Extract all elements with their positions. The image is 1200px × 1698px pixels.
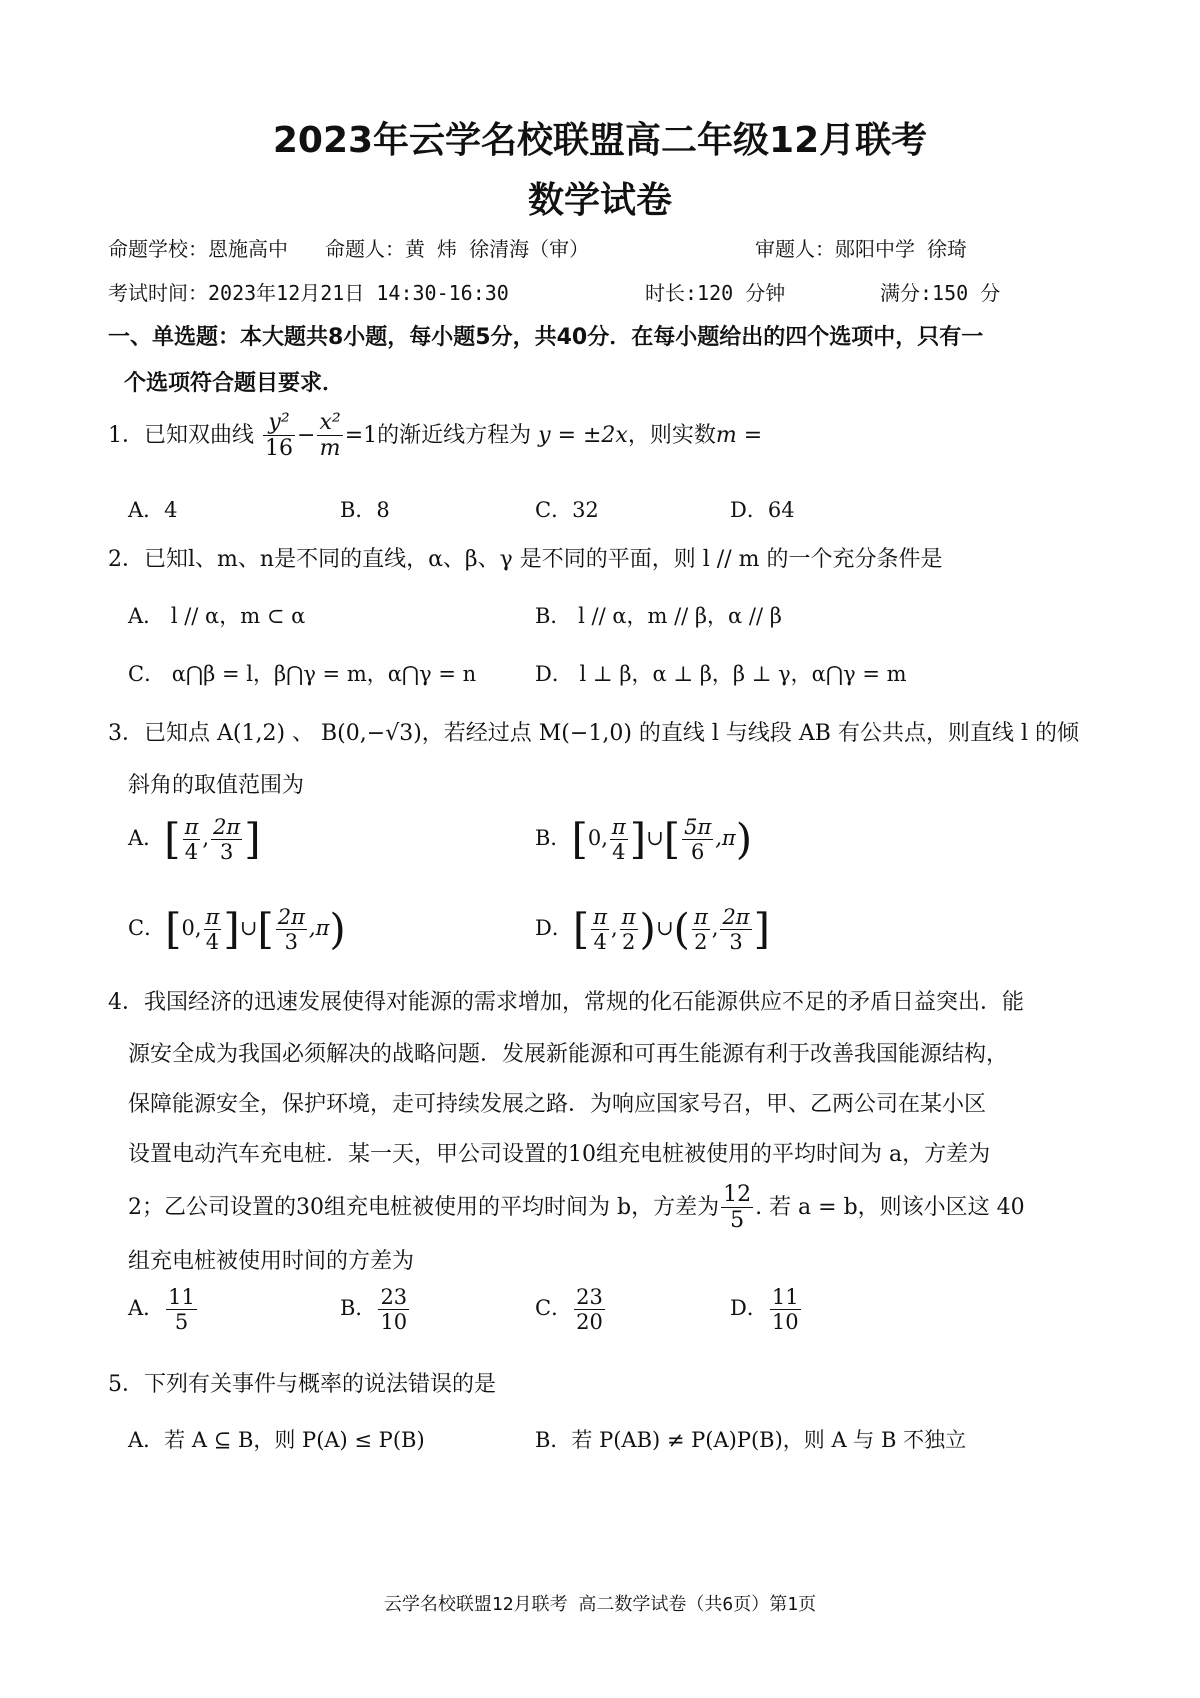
q1-frac-y-num: y² <box>263 410 295 436</box>
question-3: 3．已知点 A(1,2) 、 B(0,−√3)，若经过点 M(−1,0) 的直线 l 与线段 AB 有公共点，则直线 l 的倾 <box>108 721 1079 746</box>
q1-number: 1． <box>108 422 144 448</box>
q4-c-frac <box>574 1285 605 1334</box>
meta-score: 满分:150 分 <box>880 281 1001 305</box>
q3-c-lb2: [ <box>257 904 274 954</box>
q1-option-d: D．64 <box>730 498 795 522</box>
q3-a-label: A． <box>128 826 165 851</box>
q3-option-a <box>128 815 261 864</box>
q1-option-b: B．8 <box>340 498 390 522</box>
meta-reviewer: 审题人：郧阳中学 徐琦 <box>755 237 968 261</box>
q4-variance-frac <box>721 1182 753 1234</box>
q3-a-comma: , <box>202 826 210 851</box>
q3-d-f1 <box>591 905 609 954</box>
q4-variance-num: 12 <box>723 1182 752 1207</box>
q4-c-num: 23 <box>576 1285 603 1309</box>
exam-title: 2023年云学名校联盟高二年级12月联考 <box>272 120 928 161</box>
q3-c-rp: ) <box>329 904 346 954</box>
q1-post: ，则实数 <box>627 422 716 448</box>
q4-c-den: 20 <box>576 1310 603 1335</box>
q3-b-f1 <box>610 815 628 864</box>
q1-frac-x-den: m <box>319 436 341 462</box>
q3-c-label: C． <box>128 916 166 941</box>
q3-d-cup: ∪ <box>655 916 674 941</box>
q3-d-f2-num: π <box>621 905 636 929</box>
page-footer: 云学名校联盟12月联考 高二数学试卷（共6页）第1页 <box>383 1594 817 1615</box>
q3-d-f1-num: π <box>593 905 608 929</box>
q4-a-den: 5 <box>174 1310 189 1335</box>
q3-b-cup: ∪ <box>646 826 664 851</box>
q3-d-f1-den: 4 <box>593 930 607 955</box>
meta-authors: 命题人：黄 炜 徐清海（审） <box>325 237 590 261</box>
q3-d-f4-num: 2π <box>722 905 750 929</box>
q1-frac-x-num: x² <box>319 410 341 435</box>
q3-option-b <box>535 815 752 864</box>
q3-b-lb: [ <box>571 814 588 864</box>
q3-d-comma2: , <box>711 916 719 941</box>
q1-option-c: C．32 <box>535 498 599 522</box>
question-2: 2．已知l、m、n是不同的直线，α、β、γ 是不同的平面，则 l // m 的一个充分条件是 <box>108 547 943 572</box>
q4-d-frac <box>770 1285 801 1334</box>
q2-option-a: A． l // α，m ⊂ α <box>128 604 306 628</box>
question-4: 4．我国经济的迅速发展使得对能源的需求增加，常规的化石能源供应不足的矛盾日益突出．能 <box>108 990 1025 1015</box>
q3-d-f2-den: 2 <box>621 930 636 955</box>
q4-b-frac <box>378 1285 409 1334</box>
q3-option-c <box>128 905 346 954</box>
q3-a-f1-den: 4 <box>184 840 199 865</box>
question-5: 5．下列有关事件与概率的说法错误的是 <box>108 1372 496 1397</box>
q3-c-cup: ∪ <box>239 916 258 941</box>
q1-eq: =1 <box>344 422 378 448</box>
q4-line5a: 2；乙公司设置的30组充电桩被使用的平均时间为 b，方差为 <box>128 1194 720 1220</box>
q3-d-f2 <box>620 905 638 954</box>
q3-c-lb: [ <box>165 904 182 954</box>
q1-var: m = <box>715 422 763 448</box>
exam-subtitle: 数学试卷 <box>527 180 672 221</box>
q4-c-label: C． <box>535 1296 573 1321</box>
q3-d-lb: [ <box>572 904 590 954</box>
q3-b-label: B． <box>535 826 572 851</box>
q3-c-f1-den: 4 <box>205 930 220 955</box>
q4-d-num: 11 <box>771 1285 799 1309</box>
q1-frac-y-den: 16 <box>265 436 294 462</box>
q3-a-rb: ] <box>244 814 261 864</box>
meta-duration: 时长:120 分钟 <box>645 281 786 305</box>
meta-time: 考试时间：2023年12月21日 14:30-16:30 <box>108 281 509 305</box>
q2-option-c: C． α⋂β = l，β⋂γ = m，α⋂γ = n <box>128 662 477 686</box>
q3-c-f1 <box>204 905 222 954</box>
q4-b-num: 23 <box>380 1285 408 1309</box>
q3-d-comma: , <box>611 916 618 941</box>
q3-a-f2-num: 2π <box>213 815 241 839</box>
q3-d-rb: ] <box>753 904 770 954</box>
question-3-cont: 斜角的取值范围为 <box>128 773 305 798</box>
meta-school: 命题学校：恩施高中 <box>108 237 288 261</box>
q1-frac-x <box>317 410 342 462</box>
q3-c-zero: 0, <box>181 916 202 941</box>
q4-option-a <box>128 1285 199 1334</box>
q1-frac-y <box>263 410 295 462</box>
q3-d-f4-den: 3 <box>729 930 743 955</box>
q3-b-rp: ) <box>735 814 753 864</box>
q4-line5b: . 若 a = b，则该小区这 40 <box>755 1194 1025 1220</box>
q3-b-lb2: [ <box>663 814 681 864</box>
question-4-line3: 保障能源安全，保护环境，走可持续发展之路．为响应国家号召，甲、乙两公司在某小区 <box>128 1092 987 1117</box>
q3-b-f2-num: 5π <box>684 815 712 839</box>
question-4-line6: 组充电桩被使用时间的方差为 <box>128 1249 415 1274</box>
q5-option-a: A．若 A ⊆ B，则 P(A) ≤ P(B) <box>128 1428 425 1452</box>
q4-d-label: D． <box>730 1296 768 1321</box>
q4-b-label: B． <box>340 1296 377 1321</box>
q4-option-c <box>535 1285 607 1334</box>
q3-d-lp: ( <box>673 904 690 954</box>
q2-option-d: D． l ⊥ β，α ⊥ β，β ⊥ γ，α⋂γ = m <box>535 662 907 686</box>
q3-d-f4 <box>720 905 751 954</box>
section-heading: 一、单选题：本大题共8小题，每小题5分，共40分．在每小题给出的四个选项中，只有一 <box>108 325 984 350</box>
q3-c-comma-pi: ,π <box>308 916 330 941</box>
q1-asymptote: y = ±2x <box>538 422 628 448</box>
q3-b-comma-pi: ,π <box>715 826 736 851</box>
q4-a-label: A． <box>128 1296 165 1321</box>
question-4-line2: 源安全成为我国必须解决的战略问题．发展新能源和可再生能源有利于改善我国能源结构， <box>128 1042 1009 1067</box>
q1-option-a: A．4 <box>128 498 178 522</box>
q4-d-den: 10 <box>771 1310 799 1335</box>
q4-option-d <box>730 1285 803 1334</box>
q2-option-b: B． l // α，m // β，α // β <box>535 604 782 628</box>
q4-b-den: 10 <box>380 1310 408 1335</box>
q3-d-f3 <box>692 905 710 954</box>
q3-b-f2-den: 6 <box>690 840 705 865</box>
q3-a-f2-den: 3 <box>219 840 234 865</box>
q3-b-f2 <box>682 815 713 864</box>
q3-b-zero: 0, <box>587 826 608 851</box>
q4-a-frac <box>166 1285 197 1334</box>
q3-d-label: D． <box>535 916 573 941</box>
q3-d-rp: ) <box>639 904 656 954</box>
q4-option-b <box>340 1285 411 1334</box>
q4-variance-den: 5 <box>730 1208 745 1234</box>
q3-d-f3-num: π <box>693 905 708 929</box>
section-heading-cont: 个选项符合题目要求． <box>124 371 345 396</box>
q3-a-f2 <box>211 815 242 864</box>
q1-mid: 的渐近线方程为 <box>377 422 532 448</box>
question-1: 1．已知双曲线 $\frac{\text{y²}}{16}$ − $\frac{\text{x²}}{m}$ =1的渐近线方程为 y = ±2x，则实数m = <box>108 410 763 462</box>
q3-c-f2-den: 3 <box>284 930 298 955</box>
q4-a-num: 11 <box>168 1285 195 1309</box>
question-4-line5 <box>128 1182 1025 1234</box>
question-4-line4: 设置电动汽车充电桩．某一天，甲公司设置的10组充电桩被使用的平均时间为 a，方差为 <box>128 1142 991 1167</box>
q1-pre: 已知双曲线 <box>144 422 255 448</box>
q3-c-f1-num: π <box>205 905 220 929</box>
q3-a-lb: [ <box>164 814 181 864</box>
q3-option-d <box>535 905 770 954</box>
q3-b-f1-num: π <box>611 815 626 839</box>
q3-a-f1-num: π <box>184 815 199 839</box>
q3-c-rb: ] <box>223 904 240 954</box>
q3-c-f2 <box>276 905 307 954</box>
q5-option-b: B．若 P(AB) ≠ P(A)P(B)，则 A 与 B 不独立 <box>535 1428 967 1452</box>
q3-c-f2-num: 2π <box>277 905 305 929</box>
q3-b-rb: ] <box>629 814 647 864</box>
q3-d-f3-den: 2 <box>694 930 708 955</box>
q3-b-f1-den: 4 <box>612 840 626 865</box>
q3-a-f1 <box>183 815 201 864</box>
